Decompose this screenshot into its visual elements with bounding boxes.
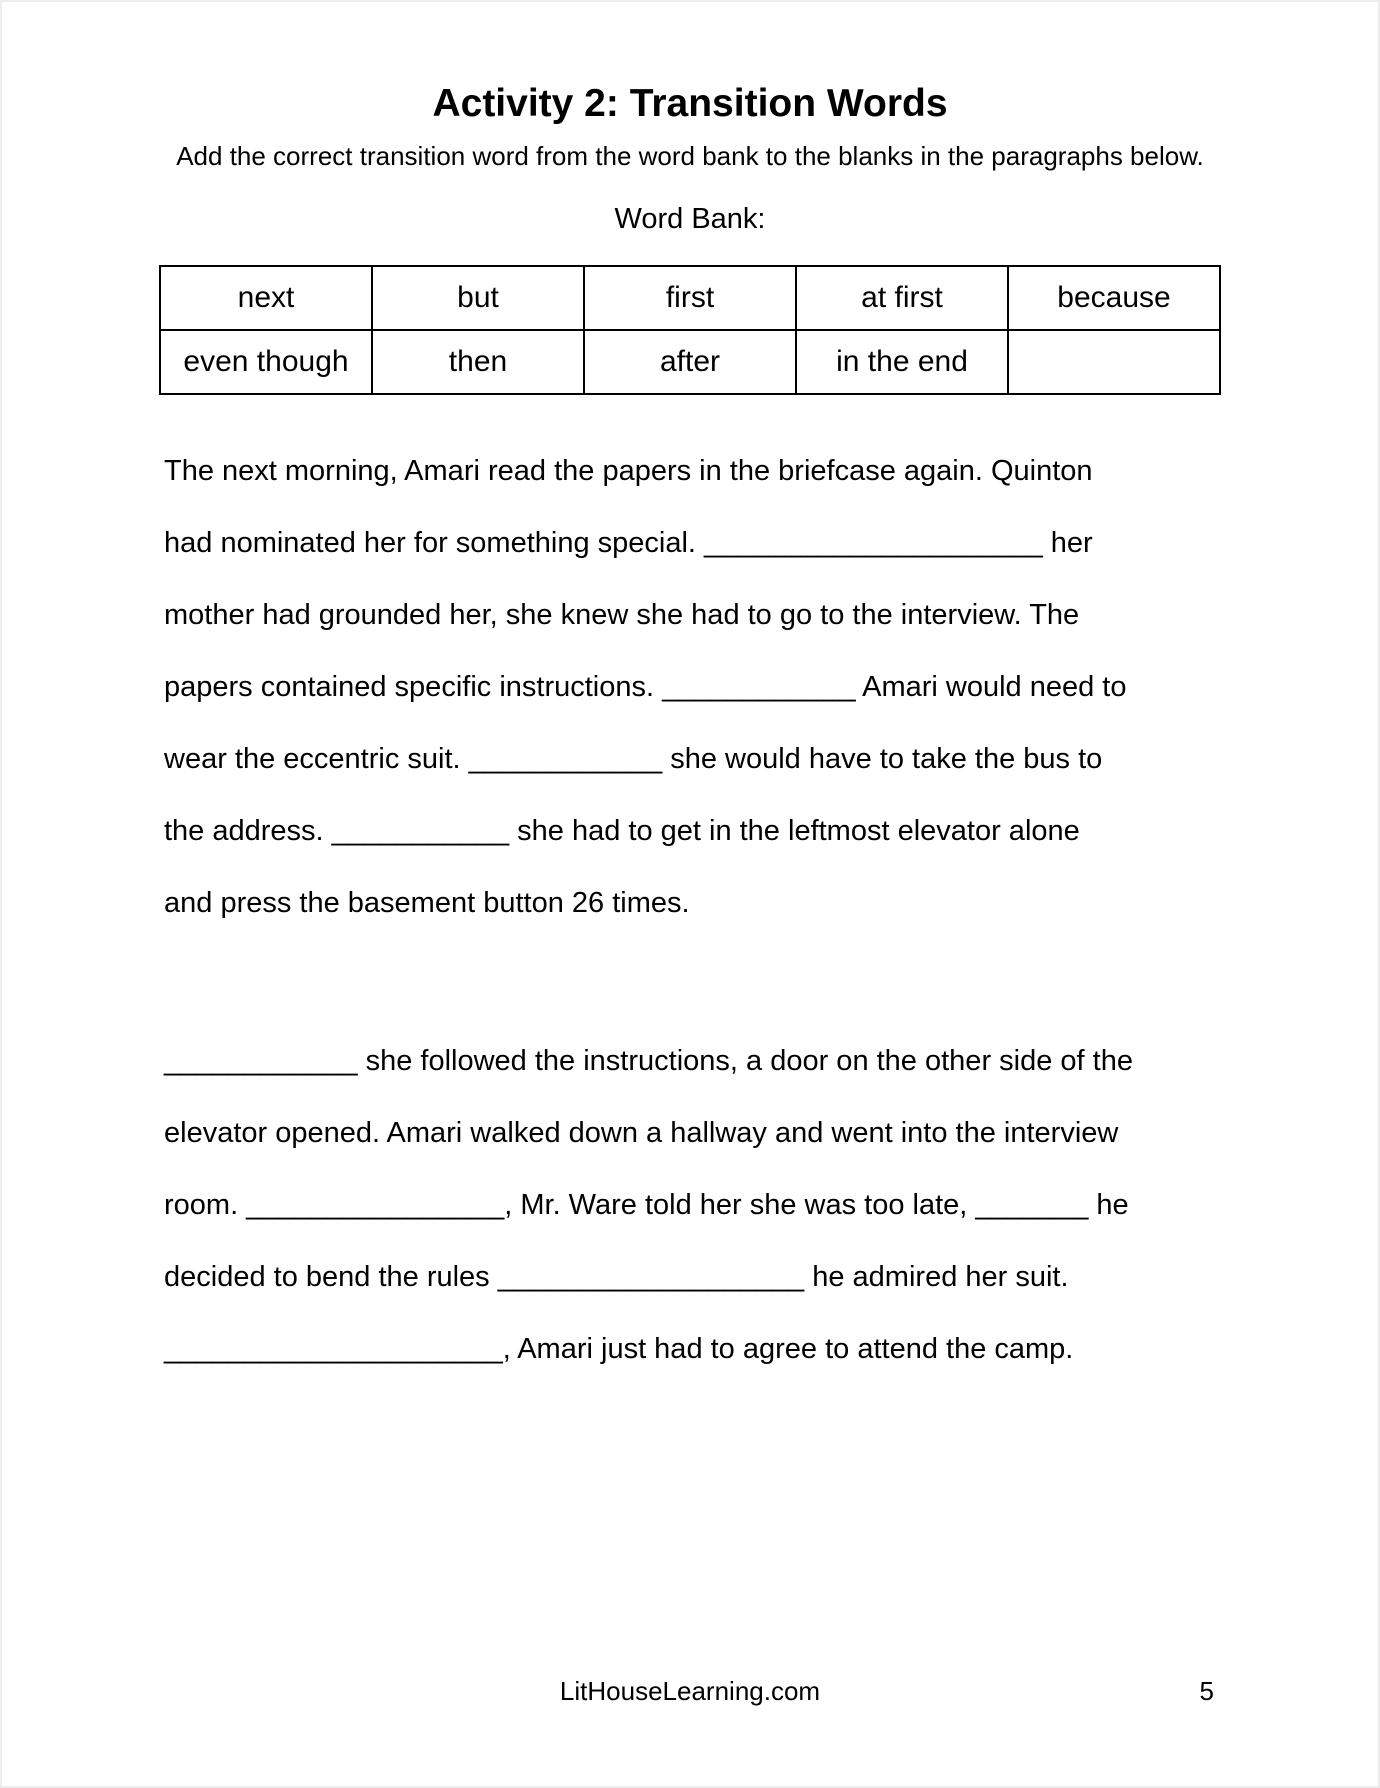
paragraph-line: room. ________________, Mr. Ware told her she was too late, _______ he	[164, 1189, 1129, 1221]
paragraph-line: and press the basement button 26 times.	[164, 887, 690, 919]
paragraph-line: had nominated her for something special. _____________________ her	[164, 527, 1093, 559]
word-bank-cell: next	[160, 266, 372, 330]
word-bank-cell: because	[1008, 266, 1220, 330]
instructions-text: Add the correct transition word from the word bank to the blanks in the paragraphs below.	[176, 141, 1204, 171]
paragraph-line: the address. ___________ she had to get in the leftmost elevator alone	[164, 815, 1080, 847]
paragraph-2	[164, 1025, 1238, 1385]
word-bank-cell: even though	[160, 330, 372, 394]
word-bank-cell: first	[584, 266, 796, 330]
word-bank-row	[160, 266, 1220, 330]
paragraph-1	[164, 435, 1238, 939]
word-bank-cell: but	[372, 266, 584, 330]
word-bank-cell: after	[584, 330, 796, 394]
paragraph-line: ____________ she followed the instructions, a door on the other side of the	[164, 1045, 1133, 1077]
worksheet-body	[164, 435, 1238, 1385]
paragraph-line: wear the eccentric suit. ____________ she would have to take the bus to	[164, 743, 1103, 775]
paragraph-line: papers contained specific instructions. ____________ Amari would need to	[164, 671, 1127, 703]
word-bank-cell: in the end	[796, 330, 1008, 394]
word-bank-label: Word Bank:	[614, 203, 766, 235]
paragraph-line: _____________________, Amari just had to agree to attend the camp.	[164, 1333, 1074, 1365]
paragraph-line: The next morning, Amari read the papers in the briefcase again. Quinton	[164, 455, 1093, 487]
paragraph-line: decided to bend the rules ___________________ he admired her suit.	[164, 1261, 1069, 1293]
word-bank-cell: then	[372, 330, 584, 394]
word-bank-cell: at first	[796, 266, 1008, 330]
page-number: 5	[1199, 1676, 1214, 1706]
paragraph-line: mother had grounded her, she knew she had to go to the interview. The	[164, 599, 1080, 631]
word-bank-table	[159, 265, 1221, 395]
word-bank-cell	[1008, 330, 1220, 394]
paragraph-line: elevator opened. Amari walked down a hallway and went into the interview	[164, 1117, 1119, 1149]
activity-title: Activity 2: Transition Words	[432, 82, 948, 125]
word-bank-row	[160, 330, 1220, 394]
footer-site-name: LitHouseLearning.com	[559, 1676, 821, 1706]
